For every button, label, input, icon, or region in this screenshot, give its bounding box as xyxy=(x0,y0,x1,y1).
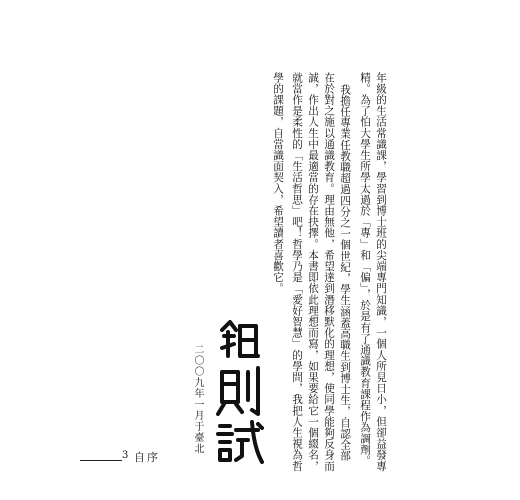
text-column: 年級的生活常識課，學習到博士班的尖端專門知識，一個人所見日小，但卻益發專 xyxy=(375,72,387,472)
text-column: 就當作是柔性的「生活哲思」吧！哲學乃是「愛好智慧」的學問，我把人生視為哲 xyxy=(291,72,303,472)
text-column: 我擔任專業任教職超過四分之一個世紀，學生涵蓋高職生到博士生，自認全部 xyxy=(339,84,351,462)
page-number: 3 xyxy=(122,450,129,461)
signature-date: 二〇〇九年一月于臺北 xyxy=(192,344,203,454)
text-column: 精。為了怕大學生所學太過於「專」和「偏」，於是有了通識教育課程作為調劑。 xyxy=(359,72,371,467)
text-column: 學的課題，自當識面契入，希望讀者喜歡它。 xyxy=(272,72,284,294)
section-title: 自序 xyxy=(134,451,160,464)
footer-rule xyxy=(80,460,122,461)
text-column: 在於對之施以通識教育。理由無他，希望達到潛移默化的理想，使同學能夠反身而 xyxy=(323,72,335,472)
text-column: 誠，作出人生中最適當的存在抉擇。本書即依此理想而寫，如果要給它一個綴名， xyxy=(307,72,319,472)
author-signature xyxy=(214,318,264,466)
